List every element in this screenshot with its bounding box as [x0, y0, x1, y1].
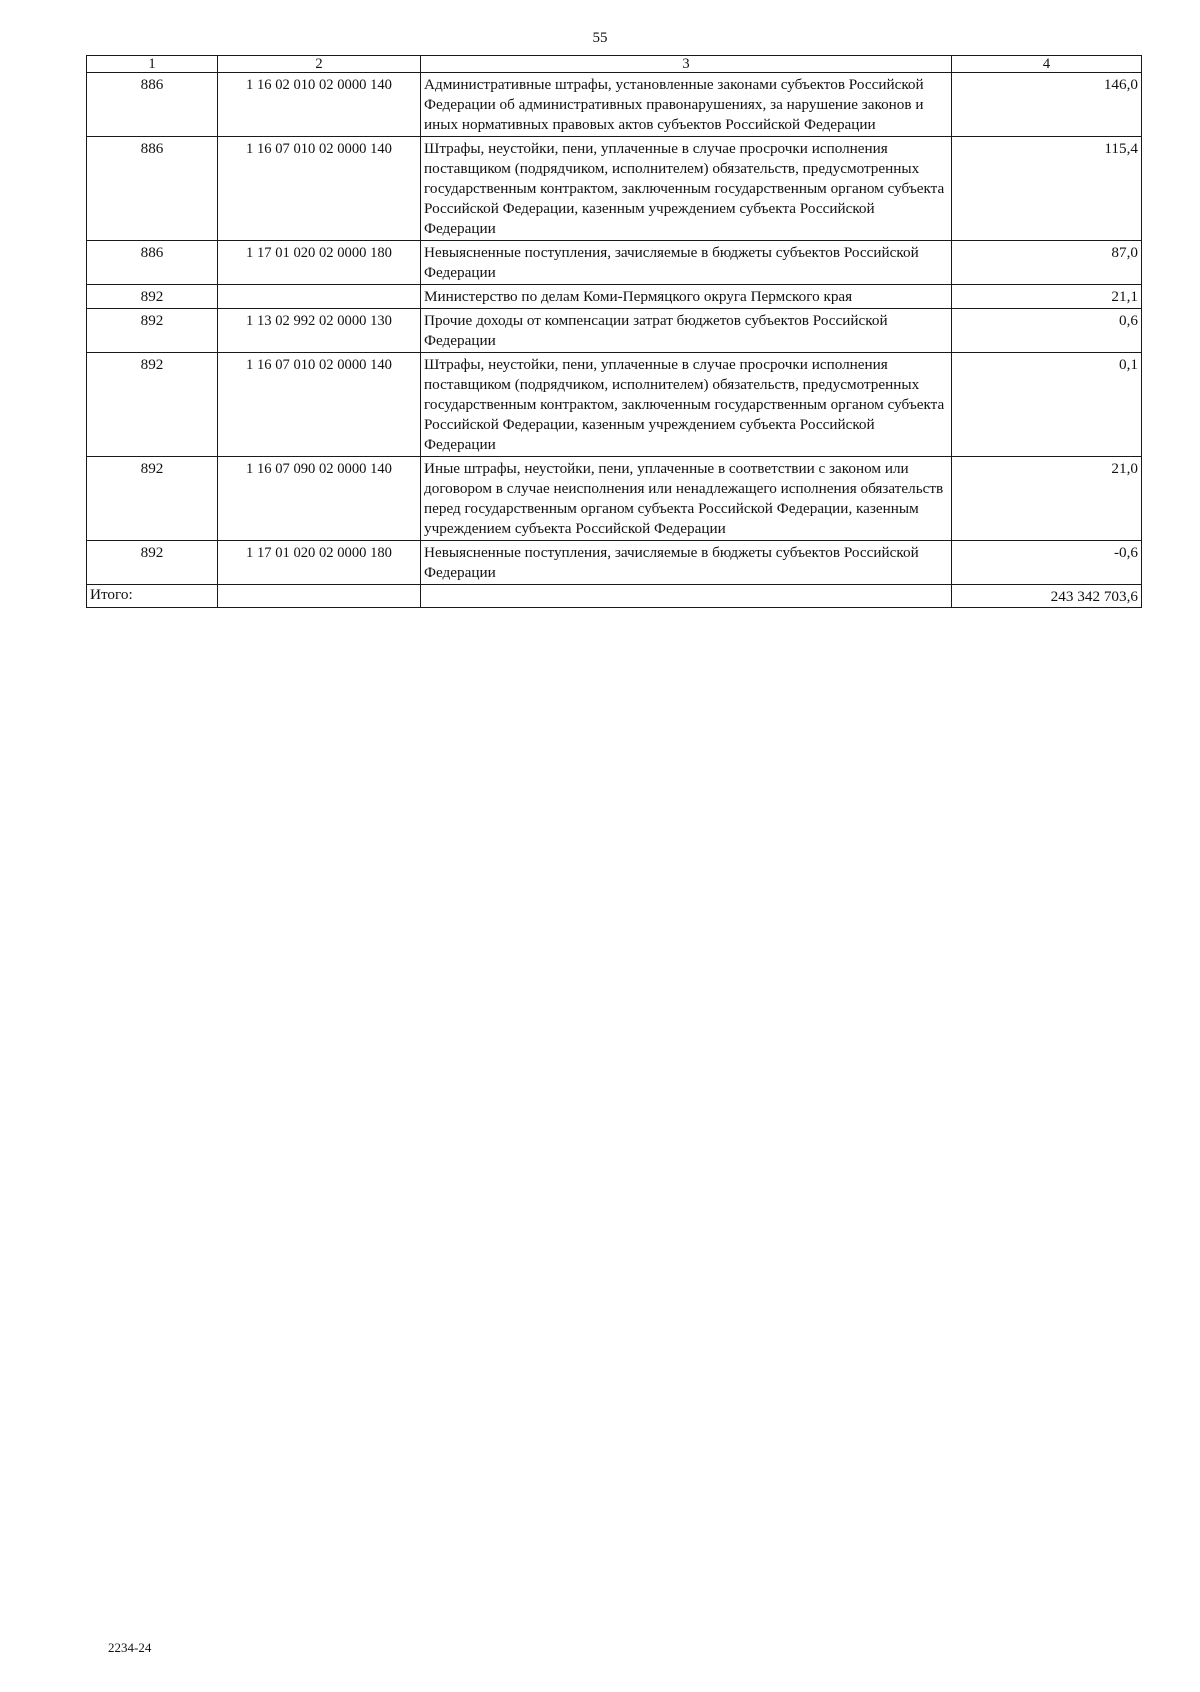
total-amount: 243 342 703,6 — [952, 585, 1142, 608]
amount-cell: 115,4 — [952, 137, 1142, 241]
total-label: Итого: — [87, 585, 218, 608]
budget-code-cell: 1 16 07 010 02 0000 140 — [218, 137, 421, 241]
table-row — [87, 73, 1142, 137]
amount-cell: 0,6 — [952, 309, 1142, 353]
total-empty-cell — [218, 585, 421, 608]
amount-cell: -0,6 — [952, 541, 1142, 585]
header-col-2: 2 — [218, 56, 421, 73]
table-row — [87, 457, 1142, 541]
page-number: 55 — [592, 30, 608, 46]
header-row — [87, 56, 1142, 73]
document-code: 2234-24 — [108, 1640, 152, 1655]
revenue-name-cell: Штрафы, неустойки, пени, уплаченные в случае просрочки исполнения поставщиком (подрядчиком, исполнителем) обязательств, предусмотренных государственным контрактом, заключенным государственным органом субъекта Российской Федерации, казенным учреждением субъекта Российской Федерации — [421, 137, 952, 241]
table-row — [87, 241, 1142, 285]
budget-code-cell: 1 16 07 090 02 0000 140 — [218, 457, 421, 541]
revenue-name-cell: Штрафы, неустойки, пени, уплаченные в случае просрочки исполнения поставщиком (подрядчиком, исполнителем) обязательств, предусмотренных государственным контрактом, заключенным государственным органом субъекта Российской Федерации, казенным учреждением субъекта Российской Федерации — [421, 353, 952, 457]
admin-code-cell: 886 — [87, 137, 218, 241]
amount-cell: 21,1 — [952, 285, 1142, 309]
header-col-1: 1 — [87, 56, 218, 73]
budget-code-cell: 1 17 01 020 02 0000 180 — [218, 541, 421, 585]
amount-cell: 21,0 — [952, 457, 1142, 541]
admin-code-cell: 892 — [87, 541, 218, 585]
revenue-name-cell: Административные штрафы, установленные законами субъектов Российской Федерации об административных правонарушениях, за нарушение законов и иных нормативных правовых актов субъектов Российской Федерации — [421, 73, 952, 137]
budget-code-cell: 1 16 02 010 02 0000 140 — [218, 73, 421, 137]
budget-code-cell: 1 17 01 020 02 0000 180 — [218, 241, 421, 285]
total-empty-cell — [421, 585, 952, 608]
revenue-name-cell: Иные штрафы, неустойки, пени, уплаченные в соответствии с законом или договором в случае неисполнения или ненадлежащего исполнения обязательств перед государственным органом субъекта Российской Федерации, казенным учреждением субъекта Российской Федерации — [421, 457, 952, 541]
admin-code-cell: 892 — [87, 457, 218, 541]
amount-cell: 146,0 — [952, 73, 1142, 137]
admin-code-cell: 886 — [87, 241, 218, 285]
amount-cell: 0,1 — [952, 353, 1142, 457]
table-row — [87, 309, 1142, 353]
revenue-name-cell: Невыясненные поступления, зачисляемые в бюджеты субъектов Российской Федерации — [421, 241, 952, 285]
table-row — [87, 353, 1142, 457]
table-header — [87, 56, 1142, 73]
admin-code-cell: 892 — [87, 309, 218, 353]
budget-code-cell — [218, 285, 421, 309]
revenue-table — [86, 55, 1142, 608]
table-row — [87, 541, 1142, 585]
header-col-4: 4 — [952, 56, 1142, 73]
header-col-3: 3 — [421, 56, 952, 73]
total-row — [87, 585, 1142, 608]
revenue-name-cell: Прочие доходы от компенсации затрат бюджетов субъектов Российской Федерации — [421, 309, 952, 353]
amount-cell: 87,0 — [952, 241, 1142, 285]
table-row — [87, 285, 1142, 309]
revenue-name-cell: Невыясненные поступления, зачисляемые в бюджеты субъектов Российской Федерации — [421, 541, 952, 585]
budget-code-cell: 1 16 07 010 02 0000 140 — [218, 353, 421, 457]
budget-code-cell: 1 13 02 992 02 0000 130 — [218, 309, 421, 353]
revenue-name-cell: Министерство по делам Коми-Пермяцкого округа Пермского края — [421, 285, 952, 309]
table-row — [87, 137, 1142, 241]
admin-code-cell: 892 — [87, 353, 218, 457]
admin-code-cell: 886 — [87, 73, 218, 137]
admin-code-cell: 892 — [87, 285, 218, 309]
table-body — [87, 73, 1142, 608]
